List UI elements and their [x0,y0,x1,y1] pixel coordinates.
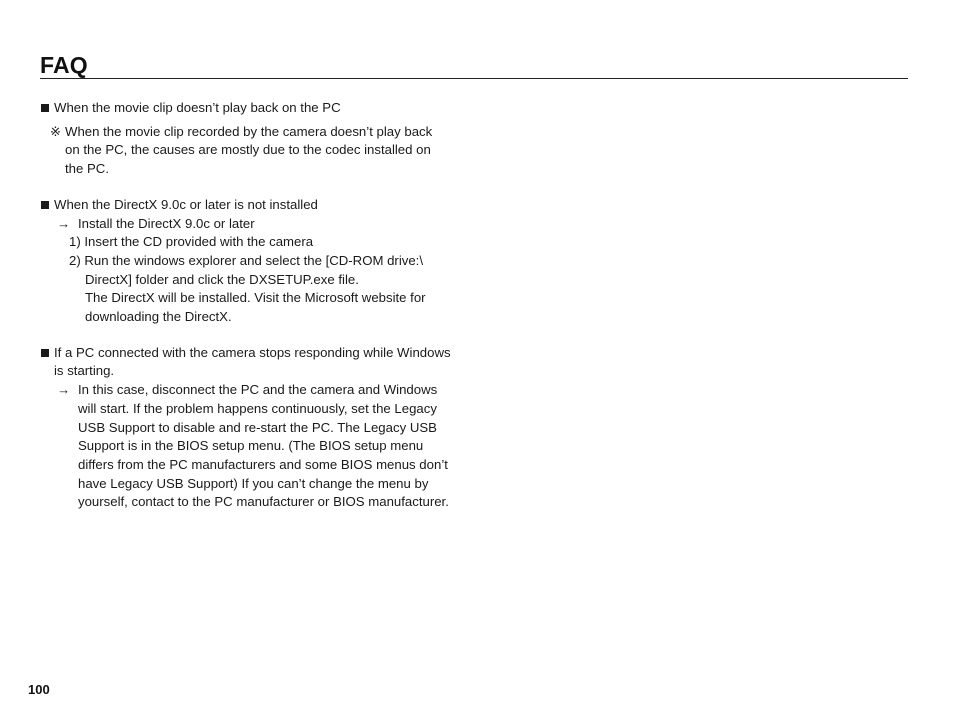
faq-answer-windows [40,381,480,400]
faq-question-directx [40,196,480,215]
answer-text: USB Support to disable and re-start the PC. The Legacy USB [78,419,437,435]
step-item: 2) Run the windows explorer and select the [CD-ROM drive:\ [69,252,424,268]
step-text: DirectX] folder and click the DXSETUP.exe file. [85,271,359,287]
square-bullet-icon [41,201,49,209]
note-text: the PC. [65,161,109,177]
right-arrow-icon: → [57,215,71,231]
note-text: When the movie clip recorded by the camera doesn’t play back [65,123,433,139]
question-text: When the DirectX 9.0c or later is not installed [54,196,318,212]
answer-text: have Legacy USB Support) If you can’t change the menu by [78,475,429,491]
faq-content [40,99,480,512]
faq-note-movie [40,123,480,142]
faq-question-windows [40,344,480,363]
page-title: FAQ [40,52,88,78]
answer-text: yourself, contact to the PC manufacturer or BIOS manufacturer. [78,494,449,510]
answer-text: differs from the PC manufacturers and some BIOS menus don’t [78,456,448,472]
square-bullet-icon [41,349,49,357]
title-divider [40,78,908,79]
right-arrow-icon: → [57,382,71,398]
answer-text: In this case, disconnect the PC and the camera and Windows [78,382,438,398]
answer-text: Install the DirectX 9.0c or later [78,215,255,231]
answer-text: Support is in the BIOS setup menu. (The BIOS setup menu [78,438,424,454]
step-text: downloading the DirectX. [85,309,232,325]
note-text: on the PC, the causes are mostly due to the codec installed on [65,142,431,158]
faq-answer-directx [40,215,480,234]
square-bullet-icon [41,104,49,112]
question-text: If a PC connected with the camera stops responding while Windows [54,344,451,360]
question-text: is starting. [54,363,115,379]
step-item: 1) Insert the CD provided with the camera [69,234,314,250]
answer-text: will start. If the problem happens continuously, set the Legacy [78,400,437,416]
page-number: 100 [28,682,50,697]
step-text: The DirectX will be installed. Visit the Microsoft website for [85,290,426,306]
faq-question-movie [40,99,480,118]
question-text: When the movie clip doesn’t play back on the PC [54,100,341,115]
reference-mark-icon: ※ [50,123,62,139]
